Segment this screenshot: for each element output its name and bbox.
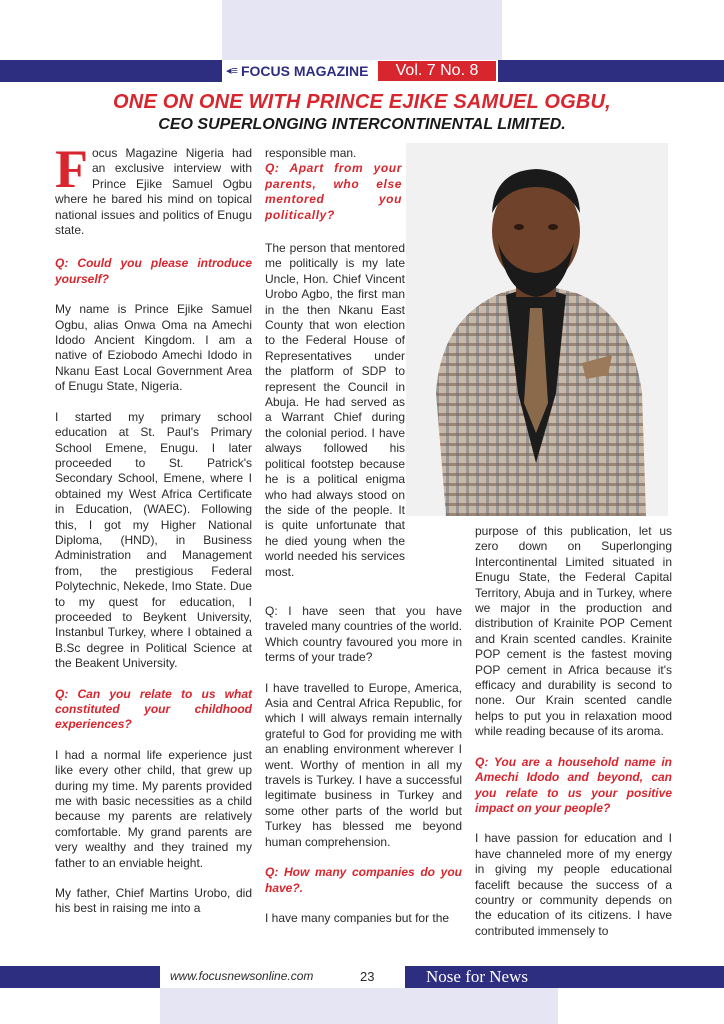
article-column-1	[55, 139, 252, 932]
intro-text: ocus Magazine Nigeria had an exclusive interview with Prince Ejike Samuel Ogbu where he bared his mind on topical national issues and politics of Enugu state.	[55, 146, 252, 238]
question-1: Q: Could you please introduce yourself?	[55, 256, 252, 286]
answer-2-paragraph-2: My father, Chief Martins Urobo, did his best in raising me into a	[55, 886, 252, 916]
footer-decor-panel	[160, 988, 558, 1024]
article-column-2	[265, 146, 402, 238]
question-5: Q: How many companies do you have?.	[265, 865, 462, 895]
answer-1-paragraph-2: I started my primary school education at St. Paul's Primary School Emene, Enugu. I later proceeded to St. Patrick's Secondary School, Emene, where I obtained my West Africa Certificate in Education, (WAEC). Following this, I got my Higher National Diploma, (HND), in Business Administration and Management from, the prestigious Federal Polytechnic, Nekede, Imo State. Due to my quest for education, I proceeded to Beykent University, Instanbul Turkey, where I obtained a B.Sc degree in Political Science at the Beakent University.	[55, 409, 252, 671]
portrait-photo	[406, 143, 668, 516]
focus-bars-icon: ◂≡	[226, 65, 238, 77]
question-6: Q: You are a household name in Amechi Idodo and beyond, can you relate to us your positive impact on your people?	[475, 754, 672, 815]
question-4: Q: I have seen that you have traveled many countries of the world. Which country favoured you more in terms of your trade?	[265, 604, 462, 665]
drop-cap: F	[55, 139, 88, 199]
answer-1-paragraph-1: My name is Prince Ejike Samuel Ogbu, alias Onwa Oma na Amechi Idodo Ancient Kingdom. I am a native of Eziobodo Amechi Idodo in Nkanu East Local Government Area of Enugu State, Nigeria.	[55, 302, 252, 394]
article-subtitle: CEO SUPERLONGING INTERCONTINENTAL LIMITED.	[158, 116, 566, 133]
page-number: 23	[360, 969, 375, 984]
article-column-2-bottom	[265, 604, 462, 941]
magazine-label	[226, 62, 369, 80]
answer-2-paragraph-1: I had a normal life experience just like every other child, that grew up during my time. My parents provided me with basic necessities as a child because my parents are relatively comfortable. My grand parents are very wealthy and they trained my father to an enviable height.	[55, 747, 252, 870]
continued-text: responsible man.	[265, 146, 357, 160]
article-title: ONE ON ONE WITH PRINCE EJIKE SAMUEL OGBU,	[113, 91, 611, 113]
website-url: www.focusnewsonline.com	[170, 969, 314, 983]
footer-tagline: Nose for News	[426, 967, 528, 986]
question-2: Q: Can you relate to us what constituted your childhood experiences?	[55, 686, 252, 732]
answer-3	[265, 241, 405, 580]
intro-paragraph	[55, 139, 252, 238]
issue-badge: Vol. 7 No. 8	[378, 61, 496, 81]
article-column-3	[475, 524, 672, 954]
answer-4: I have travelled to Europe, America, Asia and Central Africa Republic, for which I will always remain internally grateful to God for providing me with an enabling environment wherever I went. Worthy of mention in all my travels is Turkey. I have a successful legitimate business in Turkey and some other parts of the world but Turkey has blessed me beyond human comprehension.	[265, 680, 462, 849]
answer-3-text: The person that mentored me politically is my late Uncle, Hon. Chief Vincent Urobo Agbo, the first man in the then Nkanu East County that won election to the Federal House of Representatives under the platform of SDP to represent the Council in Abuja. He had served as a Warrant Chief during the colonial period. I have always followed his political footstep because he is a political enigma who had always stood on the side of the people. It is quite unfortunate that he died young when the world needed his services most.	[265, 241, 405, 579]
portrait-illustration	[406, 143, 668, 516]
answer-6: I have passion for education and I have channeled more of my energy in giving my people educational facelift because the success of a country or community depends on the education of its citizens. I have contributed immensely to	[475, 831, 672, 938]
answer-5-continued: purpose of this publication, let us zero down on Superlonging Intercontinental Limited situated in Enugu State, the Federal Capital Territory, Abuja and in Turkey, where we major in the production and distribution of Krainite POP Cement and Krain scented candles. Krainite POP cement is the fastest moving POP cement in Africa because it's efficacy and durability is second to none. Our Krain scented candle helps to put you in relaxation mood while reading because of its aroma.	[475, 524, 672, 739]
magazine-name: FOCUS MAGAZINE	[240, 63, 369, 79]
question-3: Q: Apart from your parents, who else mentored you politically?	[265, 161, 402, 222]
header-decor-panel	[222, 0, 502, 60]
answer-5: I have many companies but for the	[265, 910, 450, 925]
